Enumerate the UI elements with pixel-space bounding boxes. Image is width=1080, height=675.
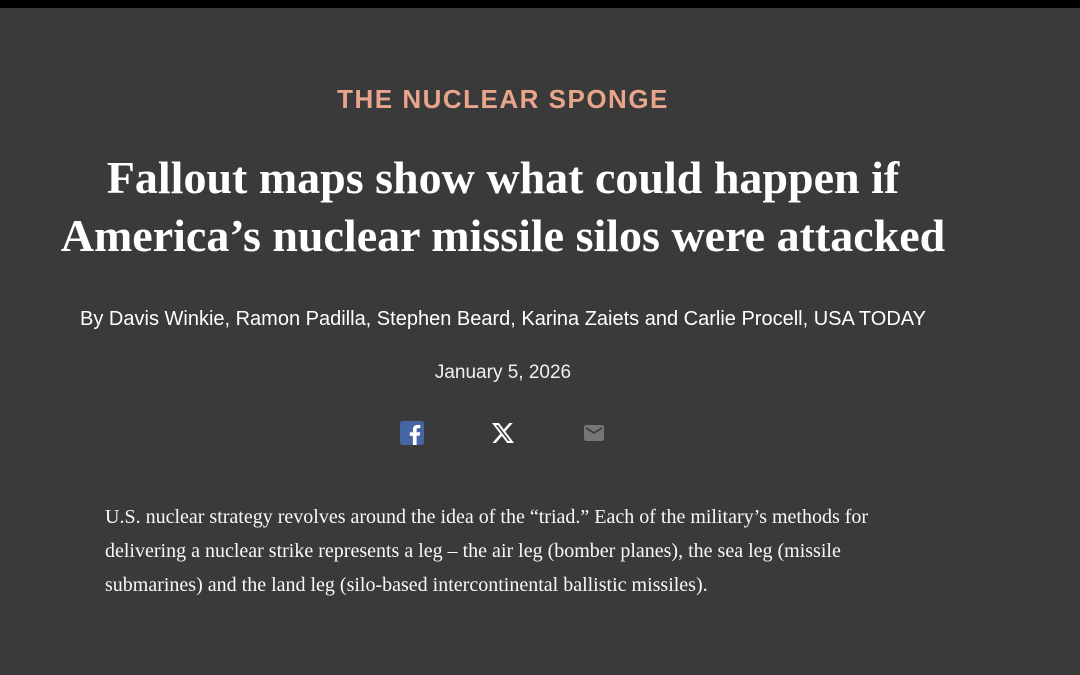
headline-line-1: Fallout maps show what could happen if [106,152,900,203]
facebook-square-icon [400,421,424,445]
article-headline [0,149,1006,265]
section-kicker: THE NUCLEAR SPONGE [337,84,669,114]
byline: By Davis Winkie, Ramon Padilla, Stephen Beard, Karina Zaiets and Carlie Procell, USA TODAY [80,308,926,330]
facebook-share-button[interactable] [399,420,425,446]
envelope-icon [582,421,606,445]
publish-date: January 5, 2026 [434,362,572,383]
share-buttons [0,420,1006,446]
x-logo-icon [492,422,514,444]
body-paragraph: U.S. nuclear strategy revolves around the idea of the “triad.” Each of the military’s methods for delivering a nuclear strike represents a leg – the air leg (bomber planes), the sea leg (missile submarines) and the land leg (silo-based intercontinental ballistic missiles). [105,506,869,596]
headline-line-2: America’s nuclear missile silos were attacked [60,210,946,261]
x-share-button[interactable] [490,420,516,446]
email-share-button[interactable] [581,420,607,446]
